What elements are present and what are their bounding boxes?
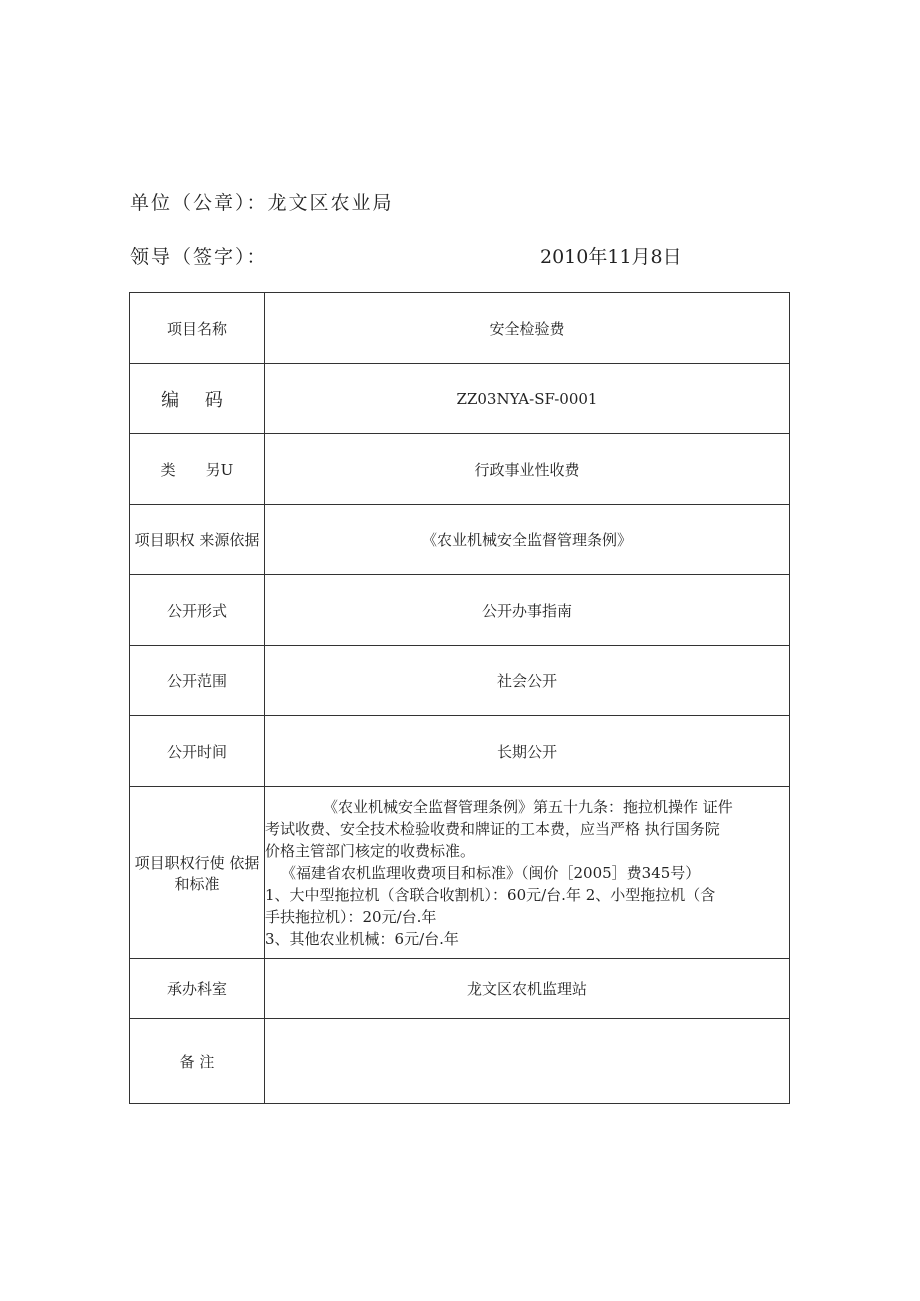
leader-signature-line: 领导（签字）： [130,246,268,268]
row-label: 项目名称 [130,293,265,364]
row-label: 公开时间 [130,716,265,787]
table-row [130,1019,790,1104]
table-row [130,646,790,716]
info-table [129,292,790,1104]
basis-standards-text [265,787,790,959]
text-line: 3、其他农业机械：6元/台.年 [265,929,459,948]
row-label: 公开范围 [130,646,265,716]
row-value: 行政事业性收费 [265,434,790,505]
table-row [130,716,790,787]
text-line: 《农业机械安全监督管理条例》第五十九条：拖拉机操作 证件 [323,797,733,816]
row-label: 公开形式 [130,575,265,646]
text-line: 价格主管部门核定的收费标准。 [265,841,476,860]
row-value: 《农业机械安全监督管理条例》 [265,505,790,575]
row-label: 备 注 [130,1019,265,1104]
row-value: 公开办事指南 [265,575,790,646]
row-value: 龙文区农机监理站 [265,959,790,1019]
row-label: 承办科室 [130,959,265,1019]
table-row [130,959,790,1019]
row-value: ZZ03NYA-SF-0001 [265,364,790,434]
row-value: 安全检验费 [265,293,790,364]
unit-line: 单位（公章）：龙文区农业局 [130,192,394,214]
row-label: 类 另U [130,434,265,505]
row-label: 项目职权行使 依据和标准 [130,787,265,959]
text-line: 手扶拖拉机）：20元/台.年 [265,907,437,926]
table-row [130,293,790,364]
row-value [265,1019,790,1104]
table-row [130,787,790,959]
row-value: 社会公开 [265,646,790,716]
date: 2010年11月8日 [540,246,682,268]
table-row [130,575,790,646]
text-line: 《福建省农机监理收费项目和标准》（闽价［2005］费345号） [281,863,701,882]
table-row [130,434,790,505]
row-label: 项目职权 来源依据 [130,505,265,575]
row-value: 长期公开 [265,716,790,787]
table-row [130,505,790,575]
text-line: 考试收费、安全技术检验收费和牌证的工本费，应当严格 执行国务院 [265,819,720,838]
table-row [130,364,790,434]
row-label: 编 码 [130,364,265,434]
text-line: 1、大中型拖拉机（含联合收割机）：60元/台.年 2、小型拖拉机（含 [265,885,716,904]
